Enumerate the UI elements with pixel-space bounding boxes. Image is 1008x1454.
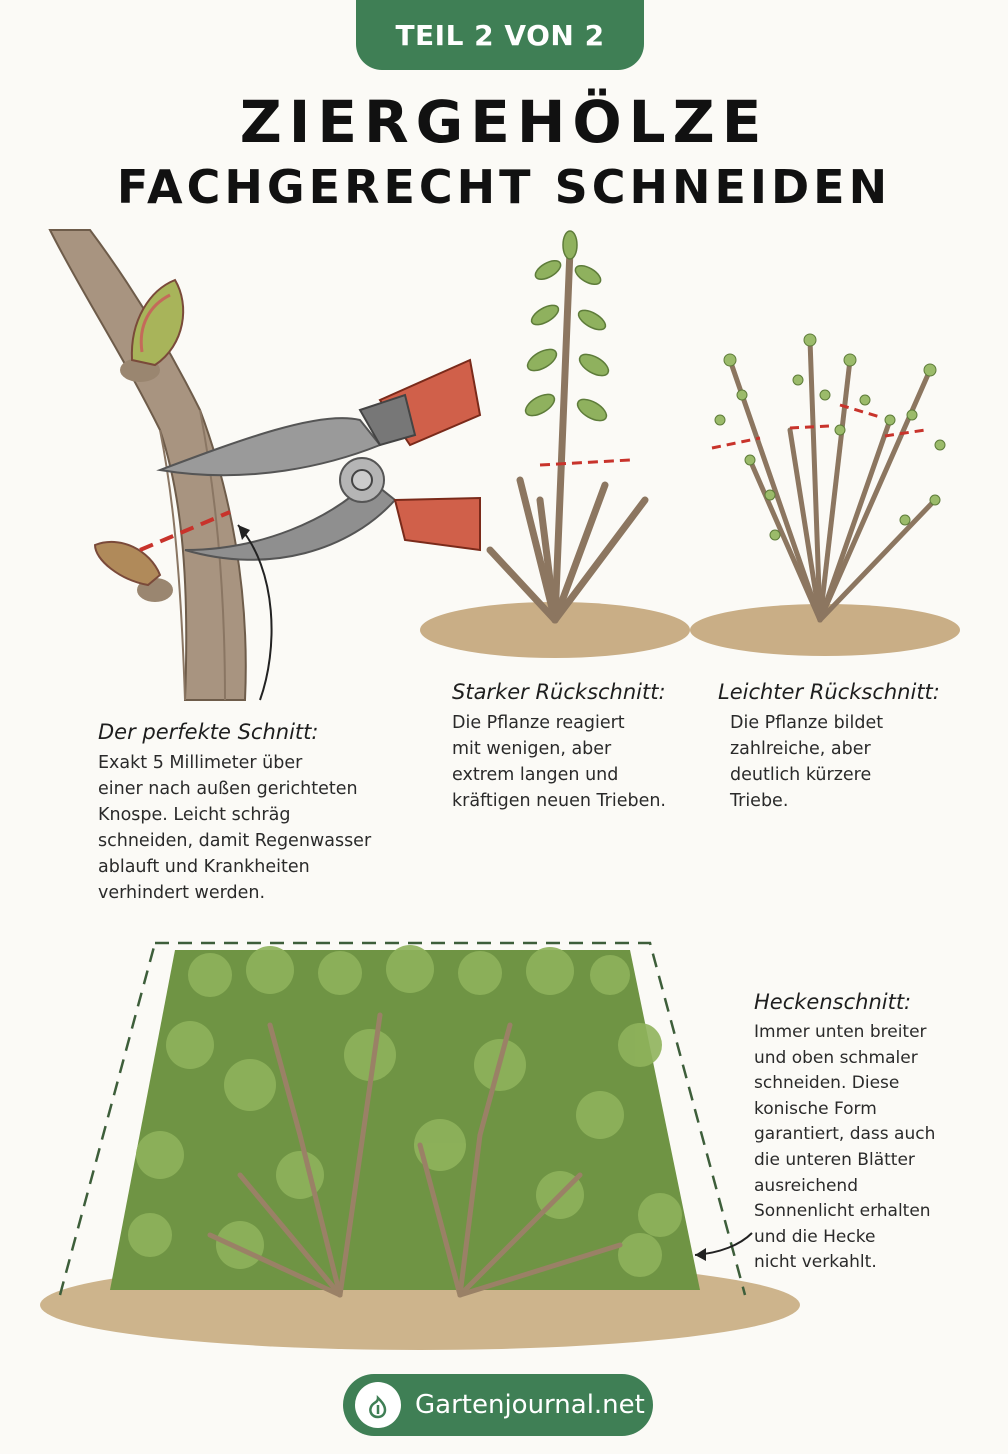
light-pruning-text: Die Pflanze bildet zahlreiche, aber deutlich kürzere Triebe. bbox=[730, 713, 884, 811]
perfect-cut-text: Exakt 5 Millimeter über einer nach außen gerichteten Knospe. Leicht schräg schneiden, damit Regenwasser ablauft und Krankheiten verhindert werden. bbox=[98, 753, 372, 903]
strong-pruning-illustration bbox=[420, 230, 690, 660]
perfect-cut-heading: Der perfekte Schnitt: bbox=[98, 720, 319, 744]
light-pruning-heading: Leichter Rückschnitt: bbox=[718, 680, 940, 704]
hedge-illustration bbox=[40, 935, 800, 1355]
plant-logo-icon bbox=[355, 1382, 401, 1428]
hedge-cut-caption bbox=[754, 990, 994, 1276]
strong-pruning-heading: Starker Rückschnitt: bbox=[452, 680, 666, 704]
brand-badge[interactable] bbox=[343, 1374, 653, 1436]
perfect-cut-caption bbox=[98, 720, 418, 906]
light-pruning-caption bbox=[718, 680, 988, 814]
hedge-cut-text: Immer unten breiter und oben schmaler schneiden. Diese konische Form garantiert, dass auch die unteren Blätter ausreichend Sonnenlicht erhalten und die Hecke nicht verkahlt. bbox=[754, 1022, 936, 1273]
brand-name: Gartenjournal.net bbox=[415, 1390, 645, 1420]
strong-pruning-text: Die Pflanze reagiert mit wenigen, aber extrem langen und kräftigen neuen Trieben. bbox=[452, 713, 666, 811]
light-pruning-illustration bbox=[690, 320, 960, 660]
hedge-cut-heading: Heckenschnitt: bbox=[754, 990, 912, 1014]
page-title: ZIERGEHÖLZE bbox=[239, 88, 769, 156]
part-badge: TEIL 2 VON 2 bbox=[356, 0, 644, 70]
pruning-shears-illustration bbox=[10, 230, 490, 710]
page-subtitle: FACHGERECHT SCHNEIDEN bbox=[116, 160, 892, 214]
strong-pruning-caption bbox=[452, 680, 702, 814]
lower-bud bbox=[95, 542, 173, 602]
